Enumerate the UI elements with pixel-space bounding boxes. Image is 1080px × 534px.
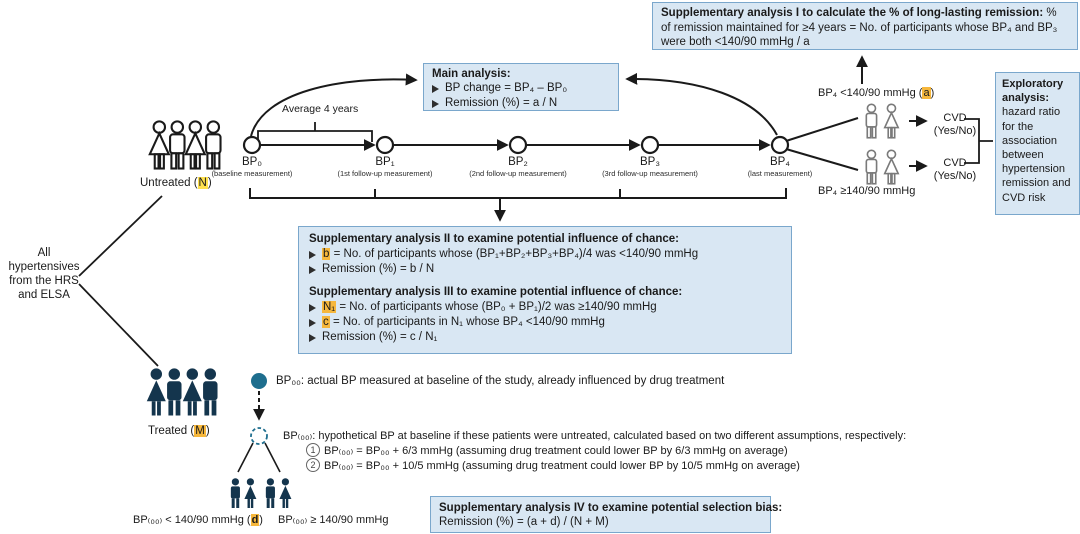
main-analysis-title: Main analysis: bbox=[432, 68, 511, 80]
supp2-remission-text: Remission (%) = b / N bbox=[322, 263, 435, 275]
bullet-arrow-icon bbox=[309, 334, 316, 342]
bp00-lt-suffix: ) bbox=[259, 514, 263, 526]
bp1-label-group bbox=[315, 156, 455, 178]
person-woman-gray-icon bbox=[885, 150, 899, 183]
split-to-untreated-line bbox=[79, 196, 162, 276]
timeline-span-bracket bbox=[250, 188, 786, 198]
bp0-label-group bbox=[182, 156, 322, 178]
cvd-2-label: CVD bbox=[943, 157, 967, 169]
supp1-box bbox=[652, 2, 1078, 50]
person-man-filled-icon bbox=[203, 368, 217, 415]
bp4-ge-label: BP₄ ≥140/90 mmHg bbox=[818, 185, 916, 197]
bp3-caption: (3rd follow-up measurement) bbox=[602, 169, 698, 178]
treated-suffix: ) bbox=[205, 425, 210, 437]
bp4-lt-suffix: ) bbox=[930, 87, 935, 99]
highlight-M: M bbox=[195, 425, 205, 437]
bp1-circle bbox=[377, 137, 393, 153]
person-man-filled-icon bbox=[231, 478, 240, 508]
supp3-item-n1 bbox=[309, 300, 781, 315]
main-item-1-text: BP change = BP₄ – BP₀ bbox=[445, 82, 568, 94]
person-woman-outline-icon bbox=[150, 121, 169, 168]
bullet-arrow-icon bbox=[309, 266, 316, 274]
bp3-label-group bbox=[580, 156, 720, 178]
bp2-label: BP₂ bbox=[508, 156, 528, 168]
bp00-hypothetical-note: BP₍₀₀₎: hypothetical BP at baseline if these patients were untreated, calculated based on two different assumptions, respectively: bbox=[283, 430, 907, 442]
highlight-d: d bbox=[251, 514, 259, 526]
bp00-solid-circle-icon bbox=[251, 373, 267, 389]
supp3-item-c-text: = No. of participants in N₁ whose BP₄ <140/90 mmHg bbox=[329, 316, 605, 328]
exploratory-title: Exploratory analysis: bbox=[1002, 78, 1064, 105]
bullet-arrow-icon bbox=[432, 85, 439, 93]
bp00-lt-label bbox=[133, 513, 263, 526]
highlight-n1: N₁ bbox=[323, 301, 336, 313]
bp00-ge-label: BP₍₀₀₎ ≥ 140/90 mmHg bbox=[278, 514, 389, 526]
supp1-title: Supplementary analysis I to calculate the % of long-lasting remission: bbox=[661, 7, 1044, 19]
assumption-2 bbox=[306, 458, 800, 472]
bp4-to-main-arrow bbox=[627, 79, 777, 135]
bp0-label: BP₀ bbox=[241, 156, 263, 168]
average-4-years-label: Average 4 years bbox=[282, 103, 359, 115]
main-item-1 bbox=[432, 81, 610, 96]
bp4-branch-upper bbox=[786, 118, 858, 141]
untreated-prefix: Untreated ( bbox=[140, 177, 198, 189]
bullet-arrow-icon bbox=[309, 319, 316, 327]
supp4-body: Remission (%) = (a + d) / (N + M) bbox=[439, 516, 609, 528]
average-4-years-bracket bbox=[258, 131, 372, 142]
supp1-body: % of remission maintained for ≥4 years = No. of participants whose BP₄ and BP₃ were both <140/90 mmHg / a bbox=[661, 7, 1058, 48]
bp00-hypothetical-dashed-circle-icon bbox=[251, 428, 267, 444]
assumption-2-text: BP₍₀₀₎ = BP₀₀ + 10/5 mmHg (assuming drug treatment could lower BP by 10/5 mmHg on average) bbox=[324, 459, 800, 472]
supp4-title: Supplementary analysis IV to examine potential selection bias: bbox=[439, 502, 783, 514]
bp00-lt-prefix: BP₍₀₀₎ < 140/90 mmHg ( bbox=[133, 514, 251, 526]
cvd-2-sub: (Yes/No) bbox=[933, 170, 977, 182]
supp2-remission bbox=[309, 262, 781, 277]
cvd-pair-lower-icons bbox=[866, 150, 898, 183]
assumption-1-text: BP₍₀₀₎ = BP₀₀ + 6/3 mmHg (assuming drug treatment could lower BP by 6/3 mmHg on average) bbox=[324, 444, 788, 457]
section-gap bbox=[309, 277, 781, 285]
bp1-label: BP₁ bbox=[375, 156, 395, 168]
supp2-item-b-text: = No. of participants whose (BP₁+BP₂+BP₃+BP₄)/4 was <140/90 mmHg bbox=[330, 248, 699, 260]
untreated-suffix: ) bbox=[207, 177, 212, 189]
highlight-N: N bbox=[198, 177, 207, 189]
highlight-c: c bbox=[323, 316, 329, 328]
supp3-remission bbox=[309, 330, 781, 345]
main-analysis-box bbox=[423, 63, 619, 111]
split-to-treated-line bbox=[79, 284, 158, 366]
exploratory-box bbox=[995, 72, 1080, 215]
all-hypertensives-label: All hypertensives from the HRS and ELSA bbox=[8, 247, 80, 301]
bp00-lt-pair-icons bbox=[231, 478, 257, 508]
person-woman-gray-icon bbox=[885, 104, 899, 137]
untreated-label bbox=[140, 177, 212, 189]
treated-people-icons bbox=[147, 368, 218, 415]
bullet-arrow-icon bbox=[309, 304, 316, 312]
cvd-outcome-1 bbox=[929, 112, 981, 138]
hypo-branch-right bbox=[265, 443, 280, 472]
person-woman-filled-icon bbox=[147, 368, 166, 415]
highlight-a: a bbox=[923, 87, 930, 99]
bp00-actual-note: BP₀₀: actual BP measured at baseline of the study, already influenced by drug treatment bbox=[276, 375, 725, 387]
supp3-title: Supplementary analysis III to examine potential influence of chance: bbox=[309, 286, 683, 298]
main-item-2-text: Remission (%) = a / N bbox=[445, 97, 558, 109]
cvd-pair-upper-icons bbox=[866, 104, 898, 137]
bp4-label: BP₄ bbox=[769, 156, 791, 168]
assumption-1 bbox=[306, 443, 788, 457]
bp4-lt-label bbox=[818, 87, 934, 99]
cvd-1-label: CVD bbox=[943, 112, 967, 124]
person-woman-filled-icon bbox=[244, 478, 256, 508]
hypo-branch-left bbox=[238, 443, 253, 472]
bp1-caption: (1st follow-up measurement) bbox=[337, 169, 433, 178]
circled-2-icon: 2 bbox=[306, 458, 320, 472]
bp0-circle bbox=[244, 137, 260, 153]
bp2-label-group bbox=[448, 156, 588, 178]
supp3-item-n1-text: = No. of participants whose (BP₀ + BP₁)/2 was ≥140/90 mmHg bbox=[336, 301, 657, 313]
bp3-label: BP₃ bbox=[639, 156, 661, 168]
bp4-label-group bbox=[710, 156, 850, 178]
person-man-gray-icon bbox=[866, 150, 876, 183]
bp4-caption: (last measurement) bbox=[747, 169, 813, 178]
supp3-item-c bbox=[309, 315, 781, 330]
cvd-outcome-2 bbox=[929, 157, 981, 183]
person-woman-filled-icon bbox=[183, 368, 202, 415]
bullet-arrow-icon bbox=[432, 100, 439, 108]
highlight-b: b bbox=[323, 248, 330, 260]
cvd-1-sub: (Yes/No) bbox=[933, 125, 977, 137]
bp3-circle bbox=[642, 137, 658, 153]
exploratory-body: hazard ratio for the association between hypertension remission and CVD risk bbox=[1002, 106, 1071, 204]
circled-1-icon: 1 bbox=[306, 443, 320, 457]
bullet-arrow-icon bbox=[309, 251, 316, 259]
main-item-2 bbox=[432, 96, 610, 111]
treated-prefix: Treated ( bbox=[148, 425, 195, 437]
bp2-circle bbox=[510, 137, 526, 153]
bp0-caption: (baseline measurement) bbox=[211, 169, 293, 178]
supp4-box bbox=[430, 496, 783, 533]
supp2-title: Supplementary analysis II to examine potential influence of chance: bbox=[309, 233, 680, 245]
person-man-filled-icon bbox=[167, 368, 181, 415]
bp4-circle bbox=[772, 137, 788, 153]
person-man-gray-icon bbox=[866, 104, 876, 137]
supp3-remission-text: Remission (%) = c / N₁ bbox=[322, 331, 438, 343]
bp2-caption: (2nd follow-up measurement) bbox=[469, 169, 567, 178]
person-woman-filled-icon bbox=[279, 478, 291, 508]
supp2-item-b bbox=[309, 247, 781, 262]
supp23-box bbox=[298, 226, 792, 354]
bp4-lt-prefix: BP₄ <140/90 mmHg ( bbox=[818, 87, 923, 99]
person-man-filled-icon bbox=[266, 478, 275, 508]
treated-label bbox=[148, 425, 210, 437]
bp00-ge-pair-icons bbox=[266, 478, 292, 508]
